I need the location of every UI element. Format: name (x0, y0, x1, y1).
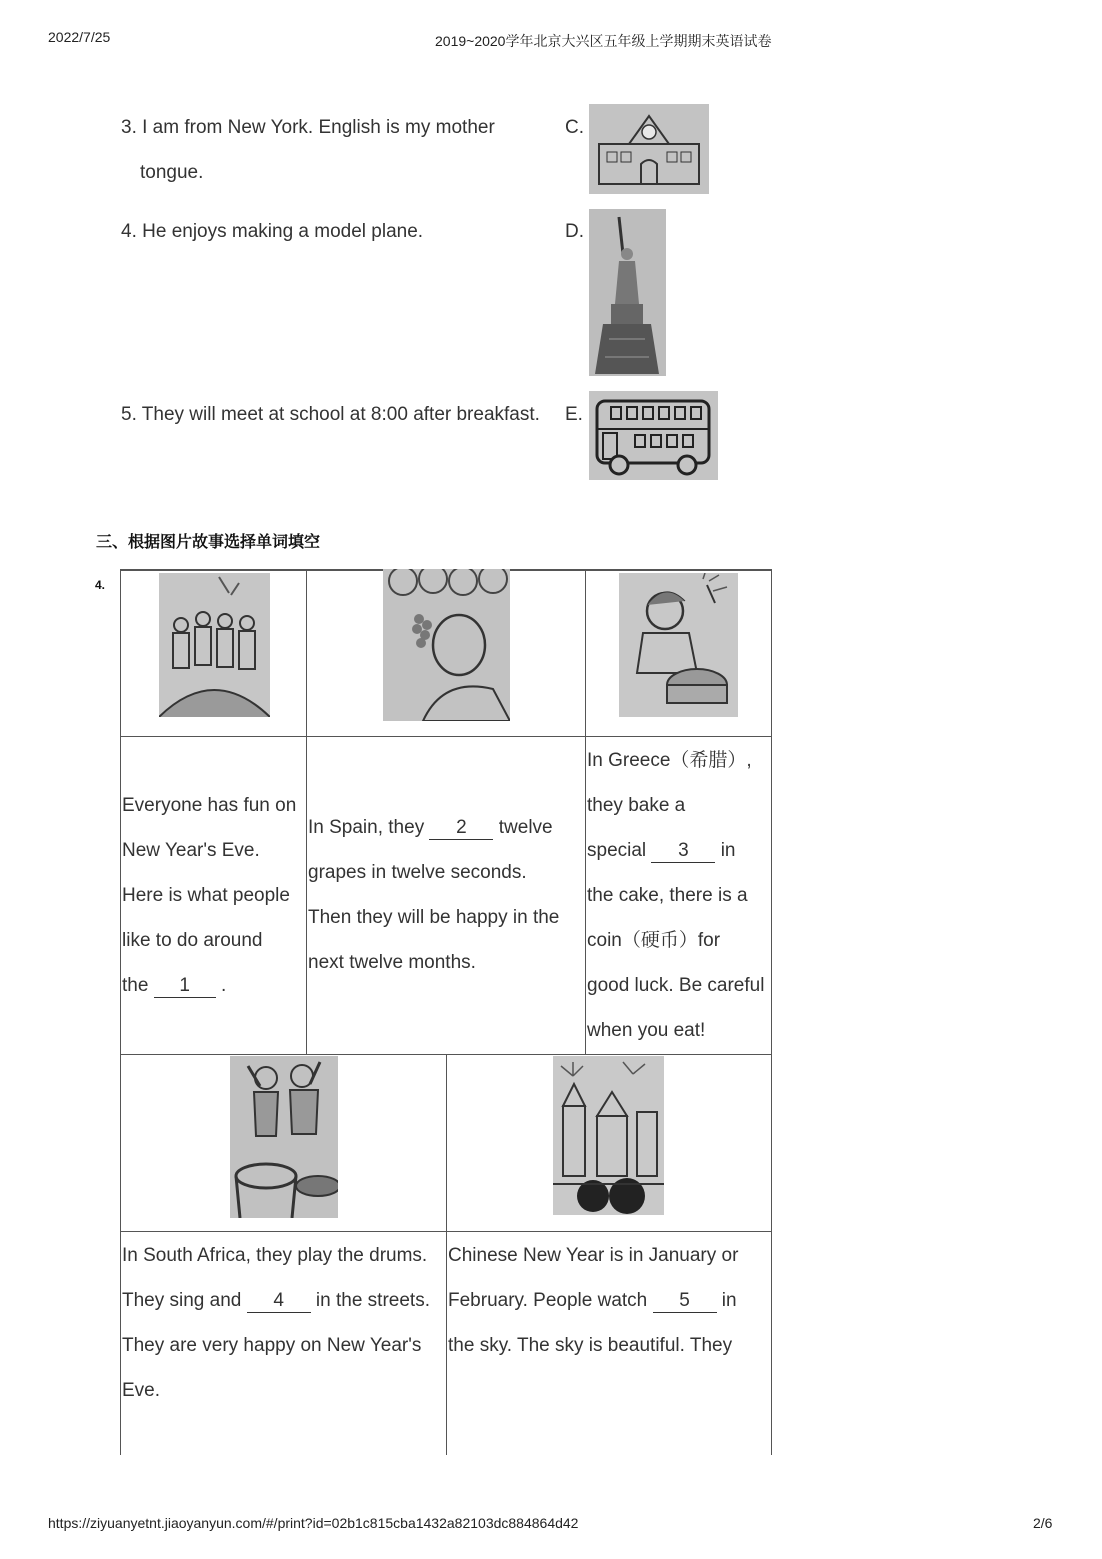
question-number: 4. (95, 578, 106, 592)
people-playing-drums-icon (230, 1056, 338, 1218)
table-border-left (120, 569, 121, 1455)
statue-of-liberty-picture (589, 209, 666, 376)
blank-2: 2 (429, 817, 493, 840)
option-e-letter: E. (565, 404, 583, 425)
people-playing-drums-picture (230, 1056, 338, 1218)
story-cell-3 (587, 738, 771, 1053)
story-table (120, 569, 772, 1455)
blank-1: 1 (154, 975, 216, 998)
school-building-picture (589, 104, 709, 194)
text-run: They sing and (122, 1290, 247, 1311)
eating-grapes-icon (383, 569, 510, 721)
boy-with-cake-icon (619, 573, 738, 717)
section-title: 三、根据图片故事选择单词填空 (96, 534, 321, 551)
text-run: the (122, 975, 154, 996)
match-item-3-text-cont: tongue. (140, 162, 204, 183)
page-title: 2019~2020学年北京大兴区五年级上学期期末英语试卷 (435, 33, 772, 49)
story-cell-3-line: In Greece（希腊）, (587, 750, 752, 771)
story-cell-5-line: Chinese New Year is in January or (448, 1245, 739, 1266)
school-building-icon (589, 104, 709, 194)
table-divider (120, 736, 772, 737)
match-item-3-text: 3. I am from New York. English is my mother (121, 117, 495, 138)
story-cell-2-line-with-blank (308, 805, 584, 850)
story-cell-1-line: New Year's Eve. (122, 840, 260, 861)
story-cell-4-line: They are very happy on New Year's (122, 1335, 422, 1356)
story-cell-3-line: the cake, there is a (587, 885, 748, 906)
table-divider (306, 569, 307, 1055)
fireworks-over-city-icon (553, 1056, 664, 1215)
text-run: in (715, 840, 736, 861)
text-run: in the streets. (310, 1290, 430, 1311)
story-cell-4 (122, 1233, 446, 1413)
double-decker-bus-icon (589, 391, 718, 480)
boy-with-cake-picture (619, 573, 738, 717)
story-cell-1-line-with-blank (122, 963, 306, 1008)
statue-of-liberty-icon (589, 209, 666, 376)
blank-5: 5 (653, 1290, 717, 1313)
option-d-letter: D. (565, 221, 584, 242)
story-cell-2-line: Then they will be happy in the (308, 907, 560, 928)
text-run: . (215, 975, 227, 996)
story-cell-3-line-with-blank (587, 828, 771, 873)
page-number: 2/6 (1033, 1515, 1053, 1531)
story-cell-5-line: the sky. The sky is beautiful. They (448, 1335, 733, 1356)
story-cell-1-line: Everyone has fun on (122, 795, 297, 816)
story-cell-1-line: Here is what people (122, 885, 290, 906)
text-run: In Spain, they (308, 817, 430, 838)
story-cell-3-line: they bake a (587, 795, 686, 816)
table-border-right (771, 569, 772, 1455)
table-divider (446, 1054, 447, 1455)
story-cell-3-line: good luck. Be careful (587, 975, 765, 996)
blank-3: 3 (651, 840, 715, 863)
footer-url: https://ziyuanyetnt.jiaoyanyun.com/#/print?id=02b1c815cba1432a82103dc884864d42 (48, 1515, 579, 1531)
text-run: special (587, 840, 652, 861)
story-cell-2 (308, 805, 584, 985)
text-run: in (716, 1290, 737, 1311)
story-cell-4-line-with-blank (122, 1278, 446, 1323)
option-c-letter: C. (565, 117, 584, 138)
double-decker-bus-picture (589, 391, 718, 480)
story-cell-5 (448, 1233, 770, 1368)
table-divider (585, 569, 586, 1055)
story-cell-5-line-with-blank (448, 1278, 770, 1323)
blank-4: 4 (247, 1290, 311, 1313)
story-cell-2-line: next twelve months. (308, 952, 476, 973)
text-run: twelve (493, 817, 553, 838)
story-cell-4-line: Eve. (122, 1380, 161, 1401)
story-cell-4-line: In South Africa, they play the drums. (122, 1245, 428, 1266)
story-cell-1 (122, 783, 306, 1008)
story-cell-3-line: coin（硬币）for (587, 930, 721, 951)
eating-grapes-picture (383, 569, 510, 721)
match-item-5-text: 5. They will meet at school at 8:00 after breakfast. (121, 404, 540, 425)
children-around-globe-icon (159, 573, 270, 717)
children-around-globe-picture (159, 573, 270, 717)
match-item-4-text: 4. He enjoys making a model plane. (121, 221, 424, 242)
story-cell-3-line: when you eat! (587, 1020, 706, 1041)
fireworks-over-city-picture (553, 1056, 664, 1215)
print-date: 2022/7/25 (48, 29, 111, 45)
text-run: February. People watch (448, 1290, 653, 1311)
story-cell-1-line: like to do around (122, 930, 263, 951)
story-cell-2-line: grapes in twelve seconds. (308, 862, 527, 883)
